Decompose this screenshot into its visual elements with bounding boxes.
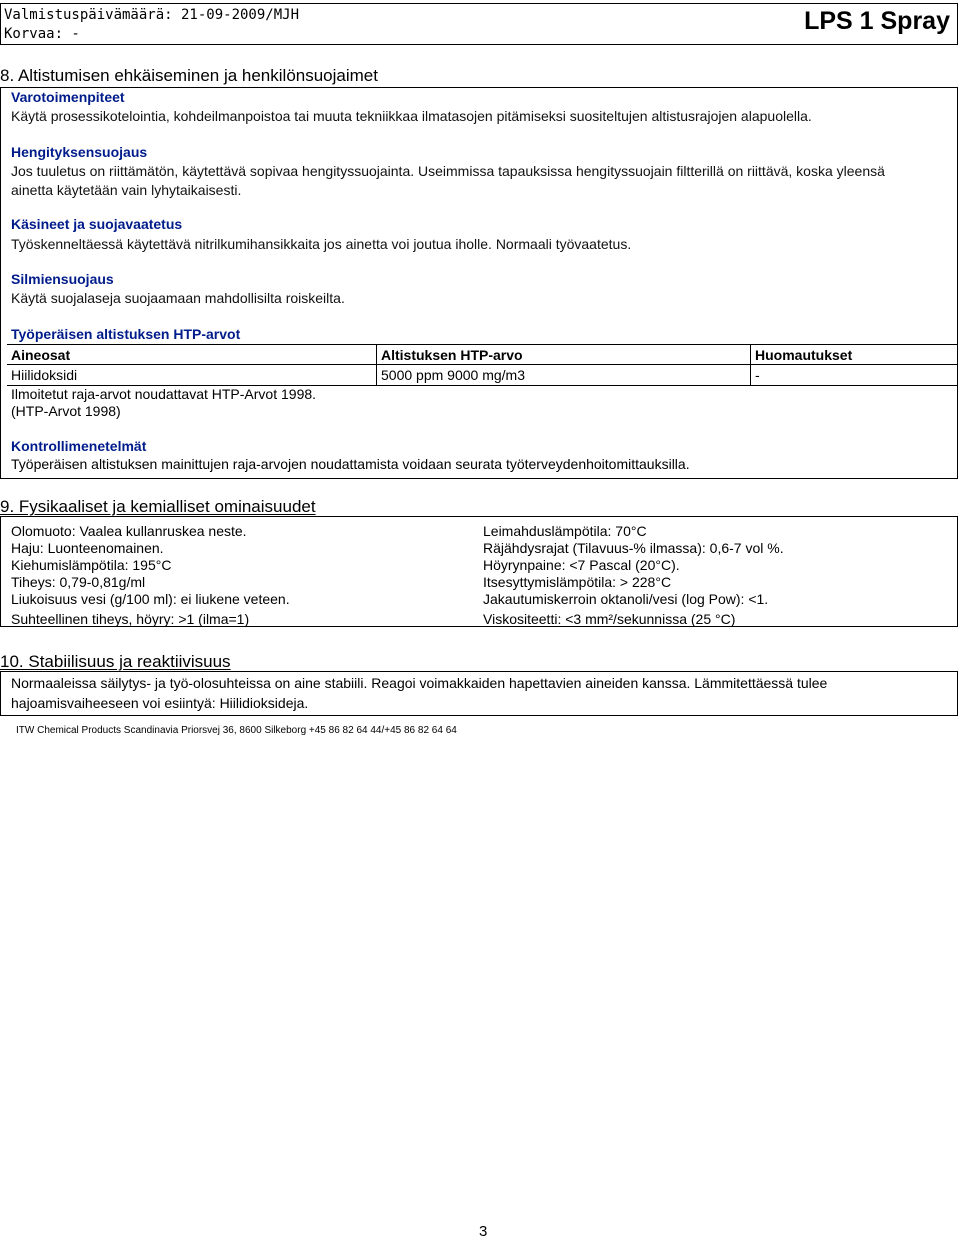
stability-line-2: hajoamisvaiheeseen voi esiintyä: Hiilidioksideja. bbox=[11, 695, 309, 711]
control-text: Työperäisen altistuksen mainittujen raja-arvojen noudattamista voidaan seurata työterveydenhoitomittauksilla. bbox=[11, 456, 690, 472]
company-footer: ITW Chemical Products Scandinavia Priorsvej 36, 8600 Silkeborg +45 86 82 64 44/+45 86 82 64 64 bbox=[16, 725, 457, 736]
eyes-heading: Silmiensuojaus bbox=[11, 271, 114, 287]
issue-date: Valmistuspäivämäärä: 21-09-2009/MJH bbox=[4, 7, 300, 23]
product-name: LPS 1 Spray bbox=[804, 7, 950, 35]
eyes-text: Käytä suojalaseja suojaamaan mahdollisilta roiskeilta. bbox=[11, 290, 345, 306]
table-col-divider bbox=[750, 345, 751, 385]
table-header-remarks: Huomautukset bbox=[755, 347, 853, 363]
section-8-title: 8. Altistumisen ehkäiseminen ja henkilönsuojaimet bbox=[0, 66, 378, 85]
table-row-divider bbox=[7, 364, 958, 365]
control-heading: Kontrollimenetelmät bbox=[11, 438, 147, 454]
page-number: 3 bbox=[479, 1223, 488, 1240]
property-right: Viskositeetti: <3 mm²/sekunnissa (25 °C) bbox=[483, 611, 736, 627]
htp-note-2: (HTP-Arvot 1998) bbox=[11, 403, 121, 419]
respiratory-line-2: ainetta käytetään vain lyhytaikaisesti. bbox=[11, 182, 242, 198]
property-left: Haju: Luonteenomainen. bbox=[11, 540, 164, 556]
htp-note-1: Ilmoitetut raja-arvot noudattavat HTP-Arvot 1998. bbox=[11, 386, 317, 402]
property-right: Itsesyttymislämpötila: > 228°C bbox=[483, 574, 672, 590]
htp-table bbox=[7, 344, 958, 386]
table-cell-remarks: - bbox=[755, 367, 760, 383]
table-col-divider bbox=[376, 345, 377, 385]
precautions-text: Käytä prosessikotelointia, kohdeilmanpoistoa tai muuta tekniikkaa ilmatasojen pitämiseksi suositeltujen altistusrajojen alapuolella. bbox=[11, 108, 812, 124]
header-meta bbox=[4, 6, 299, 44]
header-divider bbox=[310, 44, 311, 46]
table-cell-htp-value: 5000 ppm 9000 mg/m3 bbox=[381, 367, 525, 383]
property-left: Liukoisuus vesi (g/100 ml): ei liukene veteen. bbox=[11, 591, 290, 607]
property-left: Kiehumislämpötila: 195°C bbox=[11, 557, 172, 573]
property-right: Räjähdysrajat (Tilavuus-% ilmassa): 0,6-7 vol %. bbox=[483, 540, 784, 556]
table-header-substance: Aineosat bbox=[11, 347, 71, 363]
section-9-title: 9. Fysikaaliset ja kemialliset ominaisuudet bbox=[0, 497, 316, 516]
stability-line-1: Normaaleissa säilytys- ja työ-olosuhteissa on aine stabiili. Reagoi voimakkaiden hapettavien aineiden kanssa. Lämmitettäessä tulee bbox=[11, 675, 828, 691]
table-header-htp-value: Altistuksen HTP-arvo bbox=[381, 347, 523, 363]
property-left: Olomuoto: Vaalea kullanruskea neste. bbox=[11, 523, 247, 539]
property-right: Höyrynpaine: <7 Pascal (20°C). bbox=[483, 557, 680, 573]
respiratory-heading: Hengityksensuojaus bbox=[11, 144, 148, 160]
property-right: Jakautumiskerroin oktanoli/vesi (log Pow): <1. bbox=[483, 591, 769, 607]
property-right: Leimahduslämpötila: 70°C bbox=[483, 523, 647, 539]
section-10-title: 10. Stabiilisuus ja reaktiivisuus bbox=[0, 652, 231, 671]
hands-heading: Käsineet ja suojavaatetus bbox=[11, 216, 183, 232]
respiratory-line-1: Jos tuuletus on riittämätön, käytettävä sopivaa hengityssuojainta. Useimmissa tapauksissa hengityssuojain filtterillä on riittävä, koska yleensä bbox=[11, 163, 885, 179]
precautions-heading: Varotoimenpiteet bbox=[11, 89, 125, 105]
hands-text: Työskenneltäessä käytettävä nitrilkumihansikkaita jos ainetta voi joutua iholle. Normaali työvaatetus. bbox=[11, 236, 632, 252]
property-left: Suhteellinen tiheys, höyry: >1 (ilma=1) bbox=[11, 611, 250, 627]
replaces-info: Korvaa: - bbox=[4, 26, 80, 42]
property-left: Tiheys: 0,79-0,81g/ml bbox=[11, 574, 146, 590]
table-cell-substance: Hiilidoksidi bbox=[11, 367, 78, 383]
htp-heading: Työperäisen altistuksen HTP-arvot bbox=[11, 326, 241, 342]
